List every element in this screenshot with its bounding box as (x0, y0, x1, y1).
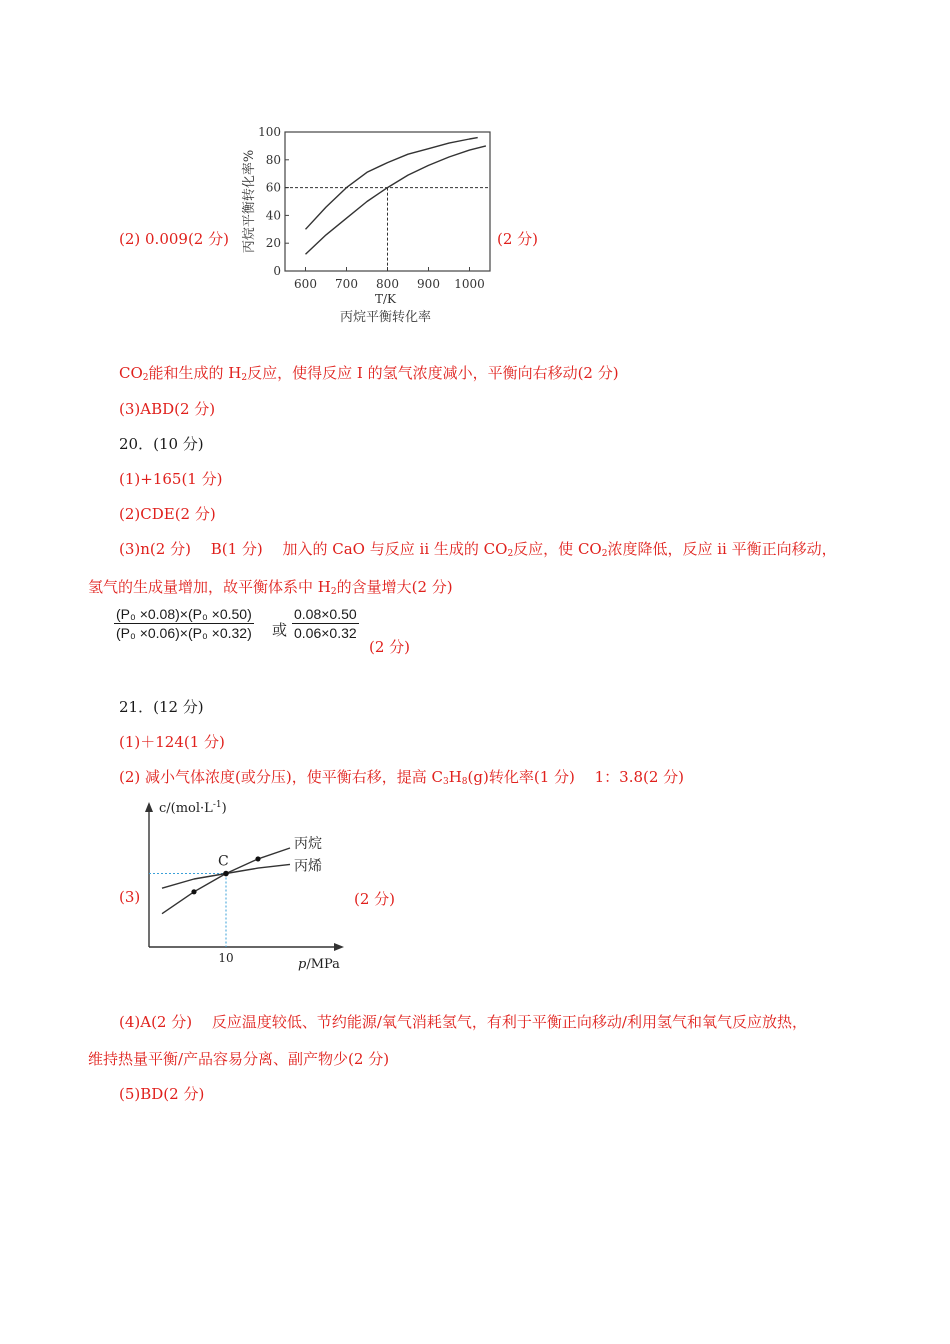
chart1-ytick-label: 100 (258, 125, 281, 139)
chart2-intersection-point (223, 871, 229, 877)
kp-fraction-2-numerator: 0.08×0.50 (294, 606, 357, 622)
fraction-score: (2 分) (369, 638, 411, 656)
chart1-title: 丙烷平衡转化率 (339, 310, 432, 325)
kp-fraction-1-denominator: (P₀ ×0.06)×(P₀ ×0.32) (116, 625, 252, 641)
chart2-point-label: C (218, 853, 229, 870)
or-text: 或 (272, 621, 288, 639)
q21-part1: (1)＋124(1 分) (119, 733, 225, 751)
q21-part4-line2: 维持热量平衡/产品容易分离、副产物少(2 分) (88, 1050, 390, 1068)
q19-part2-label: (2) 0.009(2 分) (119, 230, 229, 248)
chart2-xlabel: p/MPa (298, 957, 340, 972)
q20-part3-line2: 氢气的生成量增加，故平衡体系中 $H_2$的含量增大(2 分) (88, 578, 453, 597)
kp-fraction-2 (292, 606, 359, 641)
conversion-chart (238, 118, 498, 328)
q20-part2: (2)CDE(2 分) (119, 505, 216, 523)
q19-part2-score: (2 分) (497, 230, 539, 248)
q21-part4-line1: (4)A(2 分) 反应温度较低、节约能源/氧气消耗氢气，有利于平衡正向移动/利用氢气和氧气反应放热， (119, 1013, 807, 1031)
chart2-data-point (255, 856, 260, 861)
chart2-data-point (191, 889, 196, 894)
chart1-ytick-label: 80 (265, 152, 281, 167)
kp-fraction-1-numerator: (P₀ ×0.08)×(P₀ ×0.50) (116, 606, 252, 622)
chart1-xtick-label: 700 (335, 277, 358, 291)
q21-part2: (2) 减小气体浓度(或分压)，使平衡右移，提高 $C_3H_8(g)$转化率(1 分) 1：3.8(2 分) (119, 768, 685, 787)
chart1-xtick-label: 900 (417, 277, 440, 291)
q21-part3-label: (3) (119, 888, 141, 906)
chart1-xtick-label: 1000 (454, 277, 485, 291)
chart1-ytick-label: 60 (265, 180, 281, 195)
chart2-xtick-label: 10 (218, 951, 234, 965)
q21-heading: 21．(12 分) (119, 698, 204, 716)
q20-heading: 20．(10 分) (119, 435, 204, 453)
chart1-ylabel: 丙烷平衡转化率% (242, 149, 257, 254)
kp-fraction-1 (114, 606, 254, 641)
q20-part3-line1: (3)n(2 分) B(1 分) 加入的 CaO 与反应 ii 生成的 $CO_2$反应，使 $CO_2$浓度降低，反应 ii 平衡正向移动， (119, 540, 837, 559)
q19-part3: (3)ABD(2 分) (119, 400, 216, 418)
chart1-ytick-label: 0 (273, 264, 281, 278)
chart2-ylabel: $c/(mol\cdot L^{-1})$ (159, 800, 227, 816)
chart1-xlabel: T/K (374, 292, 397, 306)
q21-part5: (5)BD(2 分) (119, 1085, 205, 1103)
q19-explanation: $CO_2$能和生成的 $H_2$反应，使得反应 I 的氢气浓度减小，平衡向右移动(2 分) (119, 364, 619, 383)
chart1-ytick-label: 20 (265, 236, 281, 251)
kp-fraction-2-denominator: 0.06×0.32 (294, 625, 357, 641)
q20-part1: (1)+165(1 分) (119, 470, 223, 488)
chart1-xtick-label: 800 (376, 277, 399, 291)
concentration-pressure-chart (140, 792, 360, 972)
chart1-xtick-label: 600 (294, 277, 317, 291)
chart2-series-label: 丙烷 (294, 835, 322, 852)
q21-part3-score: (2 分) (354, 890, 396, 908)
chart2-x-arrow (334, 943, 344, 951)
chart2-y-arrow (145, 802, 153, 812)
chart1-ytick-label: 40 (265, 208, 281, 223)
chart1-series-curve_upper (306, 138, 478, 230)
chart2-series-label: 丙烯 (294, 858, 322, 875)
